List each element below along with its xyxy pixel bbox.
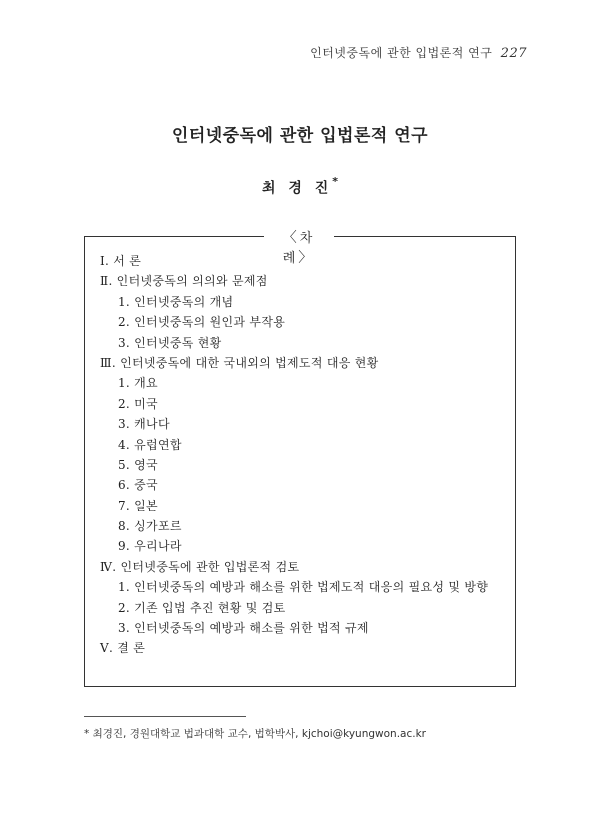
toc-subsection-item: 1. 인터넷중독의 예방과 해소를 위한 법제도적 대응의 필요성 및 방향 — [118, 580, 489, 595]
toc-top-rule-right — [334, 236, 515, 237]
paper-title: 인터넷중독에 관한 입법론적 연구 — [171, 126, 429, 146]
toc-subsection-item: 5. 영국 — [118, 457, 158, 472]
toc-subsection-item: 9. 우리나라 — [118, 539, 182, 554]
toc-subsection-item: 2. 인터넷중독의 원인과 부작용 — [118, 315, 286, 330]
toc-section-item: Ⅱ. 인터넷중독의 의의와 문제점 — [100, 274, 268, 289]
toc-subsection-item: 1. 개요 — [118, 376, 158, 391]
toc-subsection-item: 4. 유럽연합 — [118, 437, 182, 452]
toc-subsection-item: 2. 기존 입법 추진 현황 및 검토 — [118, 600, 286, 615]
toc-top-rule-left — [84, 236, 264, 237]
running-header-title: 인터넷중독에 관한 입법론적 연구 — [310, 46, 493, 60]
toc-section-item: Ⅲ. 인터넷중독에 대한 국내외의 법제도적 대응 현황 — [100, 355, 379, 370]
toc-section-item: Ⅰ. 서 론 — [100, 254, 142, 268]
right-angle-bracket-icon: 〉 — [298, 250, 316, 266]
author-name: 최 경 진 — [261, 180, 333, 197]
toc-subsection-item: 7. 일본 — [118, 498, 158, 513]
page-number: 227 — [500, 46, 527, 61]
footnote: * 최경진, 경원대학교 법과대학 교수, 법학박사, kjchoi@kyungwon.ac.kr — [84, 728, 426, 740]
toc-subsection-item: 3. 인터넷중독 현황 — [118, 335, 222, 350]
toc-subsection-item: 3. 인터넷중독의 예방과 해소를 위한 법적 규제 — [118, 621, 369, 636]
toc-subsection-item: 1. 인터넷중독의 개념 — [118, 294, 234, 309]
toc-section-item: Ⅳ. 인터넷중독에 관한 입법론적 검토 — [100, 559, 300, 574]
toc-subsection-item: 8. 싱가포르 — [118, 519, 182, 534]
running-header — [310, 44, 527, 61]
toc-subsection-item: 2. 미국 — [118, 396, 158, 411]
author-line — [0, 177, 600, 198]
footnote-rule — [84, 716, 246, 717]
toc-list — [100, 251, 510, 659]
toc-subsection-item: 3. 캐나다 — [118, 417, 170, 432]
left-angle-bracket-icon: 〈 — [282, 230, 300, 246]
toc-subsection-item: 6. 중국 — [118, 478, 158, 493]
author-footnote-mark: * — [332, 175, 339, 188]
toc-heading-text: 차 례 — [282, 231, 316, 266]
toc-section-item: Ⅴ. 결 론 — [100, 641, 146, 656]
